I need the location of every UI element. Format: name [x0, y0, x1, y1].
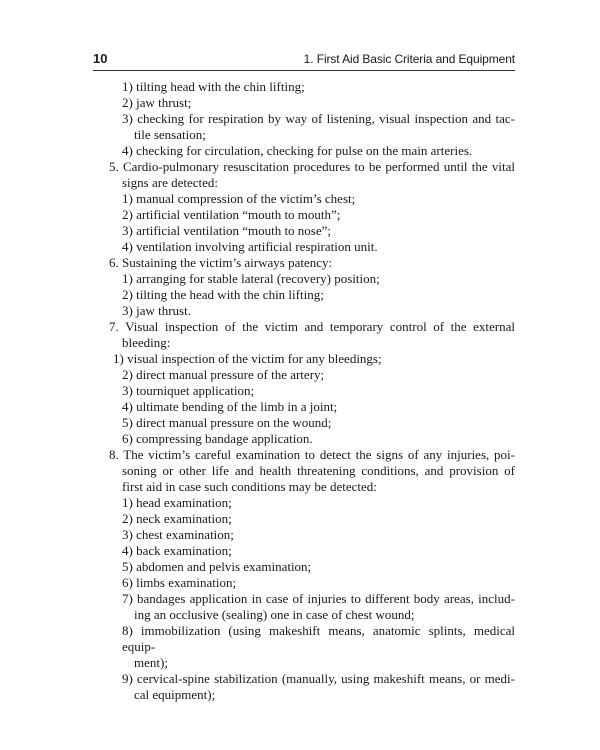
text-line: cal equipment);: [134, 687, 216, 702]
text-lines: [93, 79, 515, 703]
text-line: 4) ultimate bending of the limb in a joint;: [122, 399, 338, 414]
text-line: 7. Visual inspection of the victim and temporary control of the external: [109, 319, 515, 334]
text-line: signs are detected:: [122, 175, 219, 190]
text-line: 2) neck examination;: [122, 511, 232, 526]
text-line: 1) head examination;: [122, 495, 232, 510]
text-line: 5) abdomen and pelvis examination;: [122, 559, 312, 574]
page-header: [93, 51, 515, 67]
text-line: ing an occlusive (sealing) one in case of chest wound;: [134, 607, 415, 622]
text-line: soning or other life and health threatening conditions, and provision of: [122, 463, 515, 478]
running-head: 1. First Aid Basic Criteria and Equipment: [303, 52, 515, 66]
page-body: [93, 79, 515, 703]
text-line: ment);: [134, 655, 168, 670]
text-line: tile sensation;: [134, 127, 206, 142]
text-line: 3) chest examination;: [122, 527, 234, 542]
text-line: 2) tilting the head with the chin lifting;: [122, 287, 324, 302]
text-line: first aid in case such conditions may be detected:: [122, 479, 377, 494]
text-line: 3) tourniquet application;: [122, 383, 255, 398]
text-line: 5) direct manual pressure on the wound;: [122, 415, 332, 430]
text-line: 6) limbs examination;: [122, 575, 237, 590]
text-line: 5. Cardio-pulmonary resuscitation procedures to be performed until the vital: [109, 159, 515, 174]
text-line: 3) checking for respiration by way of listening, visual inspection and tac-: [122, 111, 515, 126]
text-line: 2) artificial ventilation “mouth to mouth”;: [122, 207, 341, 222]
text-line: bleeding:: [122, 335, 171, 350]
header-rule: [93, 70, 515, 71]
page-number: 10: [93, 51, 108, 66]
text-line: 1) visual inspection of the victim for any bleedings;: [113, 351, 382, 366]
text-line: 8) immobilization (using makeshift means, anatomic splints, medical equip-: [122, 623, 515, 654]
text-line: 6) compressing bandage application.: [122, 431, 313, 446]
text-line: 2) direct manual pressure of the artery;: [122, 367, 325, 382]
text-line: 2) jaw thrust;: [122, 95, 192, 110]
text-line: 1) tilting head with the chin lifting;: [122, 79, 305, 94]
text-line: 8. The victim’s careful examination to detect the signs of any injuries, poi-: [109, 447, 515, 462]
text-line: 6. Sustaining the victim’s airways patency:: [109, 255, 333, 270]
text-line: 4) back examination;: [122, 543, 232, 558]
text-line: 9) cervical-spine stabilization (manually, using makeshift means, or medi-: [122, 671, 515, 686]
text-line: 1) arranging for stable lateral (recovery) position;: [122, 271, 380, 286]
text-line: 3) jaw thrust.: [122, 303, 191, 318]
text-line: 1) manual compression of the victim’s chest;: [122, 191, 356, 206]
text-line: 4) ventilation involving artificial respiration unit.: [122, 239, 378, 254]
text-line: 3) artificial ventilation “mouth to nose”;: [122, 223, 332, 238]
text-line: 4) checking for circulation, checking for pulse on the main arteries.: [122, 143, 473, 158]
text-line: 7) bandages application in case of injuries to different body areas, includ-: [122, 591, 515, 606]
